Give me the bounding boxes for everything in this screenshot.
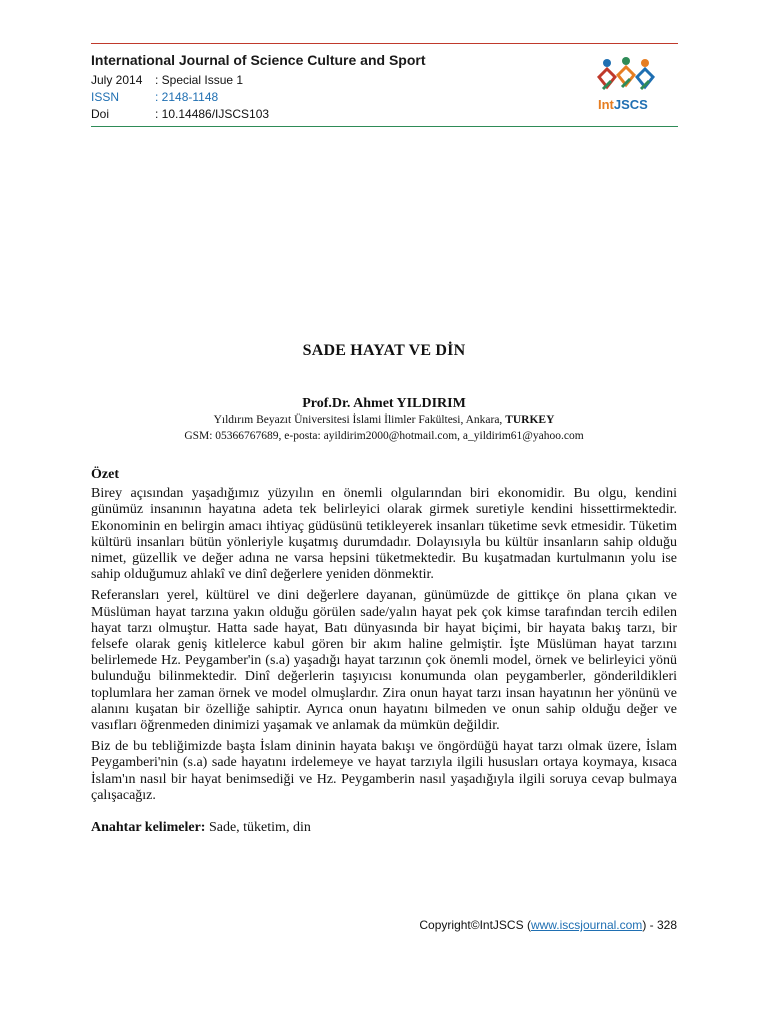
issue-row xyxy=(91,72,426,89)
doi-row xyxy=(91,106,426,123)
logo-wordmark-int: Int xyxy=(598,97,614,112)
issue-value: : Special Issue 1 xyxy=(155,73,244,87)
issn-row xyxy=(91,89,426,106)
doi-label: Doi xyxy=(91,107,110,121)
logo-wordmark xyxy=(598,97,648,112)
author-name: Prof.Dr. Ahmet YILDIRIM xyxy=(302,396,466,411)
journal-website-link[interactable]: www.iscsjournal.com xyxy=(530,918,643,932)
journal-name: International Journal of Science Culture and Sport xyxy=(91,52,426,68)
logo-wordmark-jscs: JSCS xyxy=(613,97,648,112)
abstract-paragraph: Biz de bu tebliğimizde başta İslam dininin hayata bakışı ve öngördüğü hayat tarzı olmak üzere, İslam Peygamberi'nin (s.a) sade hayatını irdelemeye ve hayat tarzıyla ilgili hususları ortaya koymaya, kısaca İslam'ın nasıl bir hayat benimsediği ve Hz. Peygamberin nasıl yaşadığıyla ilgili soruya cevap bulmaya çalışacağız. xyxy=(91,739,677,803)
abstract-paragraph: Birey açısından yaşadığımız yüzyılın en önemli olgularından biri ekonomidir. Bu olgu, kendini günümüz insanının hayatına adeta tek belirleyici olarak girmek suretiyle kendini hissettirmektedir. Ekonominin en belirgin amacı ihtiyaç güdüsünü tetikleyerek insanları tüketime sevk etmesidir. Tüketim kültürü insanları bütün yönleriyle kuşatmış durumdadır. Dolayısıyla bu kültür insanların sahip olduğu nimet, güzellik ve değer adına ne varsa hepsini tüketmektedir. Bu kuşatmadan kurtulmanın yolu ise sahip olduğumuz ahlakî ve dinî değerlere yeniden dönmektir. xyxy=(91,486,677,583)
header-bottom-rule xyxy=(91,126,678,127)
keywords xyxy=(91,820,677,836)
abstract-section xyxy=(91,467,677,836)
paper-title: SADE HAYAT VE DİN xyxy=(302,342,466,359)
issn-label: ISSN xyxy=(91,90,120,104)
affiliation-text: Yıldırım Beyazıt Üniversitesi İslami İlimler Fakültesi, Ankara, xyxy=(213,414,503,426)
doi-value: : 10.14486/IJSCS103 xyxy=(155,107,270,121)
header-top-rule xyxy=(91,43,678,44)
footer-page-number: ) - 328 xyxy=(642,918,677,932)
page-footer xyxy=(419,918,677,932)
issue-date: July 2014 xyxy=(91,73,143,87)
author-contact: GSM: 05366767689, e-posta: ayildirim2000@hotmail.com, a_yildirim61@yahoo.com xyxy=(184,430,584,442)
affiliation-country: TURKEY xyxy=(505,414,555,426)
author-affiliation xyxy=(0,414,768,426)
abstract-paragraph: Referansları yerel, kültürel ve dini değerlere dayanan, günümüzde de gittikçe ön plana çıkan ve Müslüman hayat tarzına yakın olduğu görülen sade/yalın hayat pek çok kimse tarafından tercih edilen hayat tarzı olmuştur. Hatta sade hayat, Batı dünyasında bir hayat biçimi, bir hayata bakış tarzı, bir felsefe olarak geniş kitlelerce kabul gören bir akım haline gelmiştir. İşte Müslüman hayat tarzını belirlemede Hz. Peygamber'in (s.a) yaşadığı hayat tarzının çok önemli model, örnek ve belirleyici yönü bulunduğu bilinmektedir. Dinî değerlerin taşıyıcısı konumunda olan peygamberler, gönderildikleri toplumlara her zaman örnek ve model olmuşlardır. Zira onun hayat tarzı insan hayatının her yönünü ve alanını kuşatan bir özelliğe sahiptir. Ayrıca onun hayatını bilmeden ve onun sahip olduğu değer ve vasıfları öğrenmeden dinimizi yaşamak ve anlamak da mümkün değildir. xyxy=(91,588,677,734)
keywords-label: Anahtar kelimeler: xyxy=(91,820,206,836)
keywords-value: Sade, tüketim, din xyxy=(208,820,311,836)
footer-copyright: Copyright©IntJSCS ( xyxy=(419,918,531,932)
abstract-heading: Özet xyxy=(91,467,119,482)
journal-header xyxy=(91,52,426,123)
issn-value: : 2148-1148 xyxy=(155,90,219,104)
